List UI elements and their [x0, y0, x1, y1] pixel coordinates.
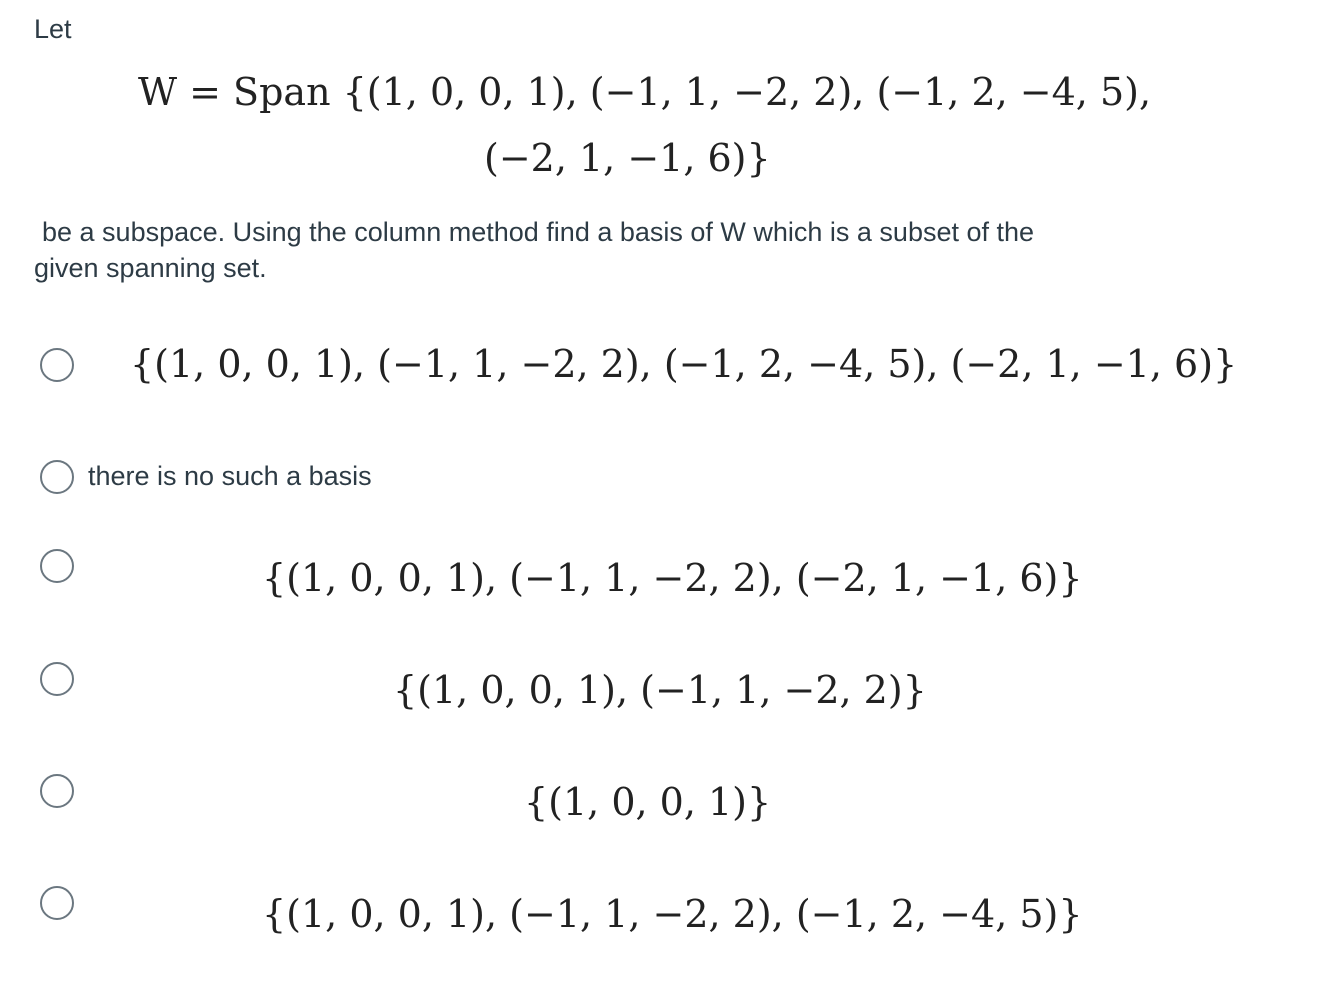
option-radio-6[interactable] [40, 886, 74, 920]
option-radio-1[interactable] [40, 348, 74, 382]
question-prompt-line-2: given spanning set. [34, 253, 267, 283]
option-radio-5[interactable] [40, 774, 74, 808]
option-label-5[interactable]: {(1, 0, 0, 1)} [524, 780, 772, 824]
option-label-6[interactable]: {(1, 0, 0, 1), (−1, 1, −2, 2), (−1, 2, −4, 5)} [262, 892, 1083, 936]
option-label-1[interactable]: {(1, 0, 0, 1), (−1, 1, −2, 2), (−1, 2, −4, 5), (−2, 1, −1, 6)} [130, 342, 1238, 386]
option-label-4[interactable]: {(1, 0, 0, 1), (−1, 1, −2, 2)} [393, 668, 927, 712]
option-label-2[interactable]: there is no such a basis [88, 461, 372, 491]
option-radio-3[interactable] [40, 549, 74, 583]
option-label-3[interactable]: {(1, 0, 0, 1), (−1, 1, −2, 2), (−2, 1, −1, 6)} [262, 556, 1083, 600]
equation-line-2: (−2, 1, −1, 6)} [484, 136, 771, 180]
option-radio-4[interactable] [40, 662, 74, 696]
question-prompt-line-1: be a subspace. Using the column method find a basis of W which is a subset of the [42, 217, 1035, 247]
equation-line-1: W = Span {(1, 0, 0, 1), (−1, 1, −2, 2), (−1, 2, −4, 5), [138, 70, 1152, 114]
question-prompt [34, 214, 1234, 286]
question-intro: Let [34, 14, 72, 44]
option-radio-2[interactable] [40, 460, 74, 494]
